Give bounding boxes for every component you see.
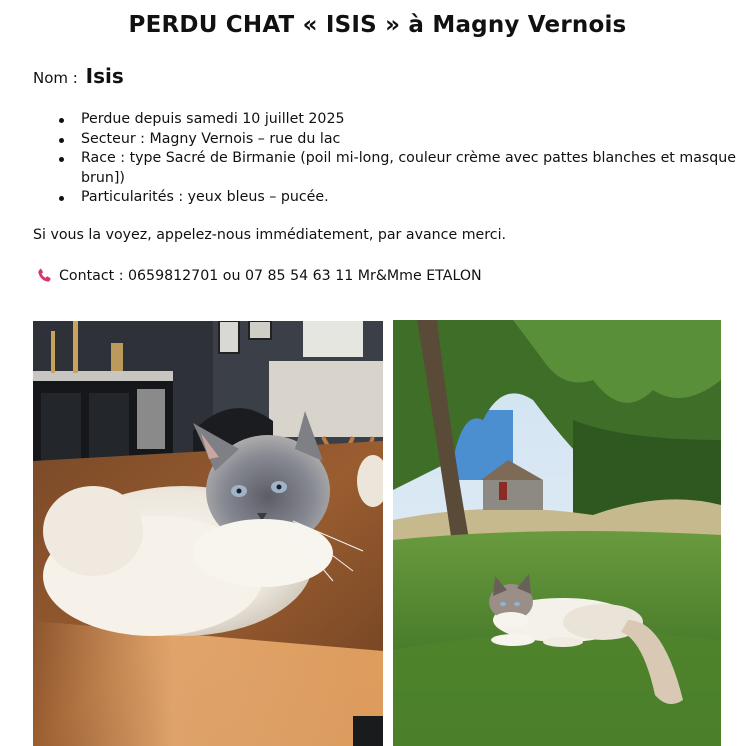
fact-breed: Race : type Sacré de Birmanie (poil mi-long, couleur crème avec pattes blanches et masque brun])	[81, 149, 741, 188]
facts-list	[33, 110, 741, 208]
contact-text: Contact : 0659812701 ou 07 85 54 63 11 Mr&Mme ETALON	[59, 268, 482, 284]
contact-line	[35, 267, 482, 285]
name-line	[33, 64, 124, 88]
telephone-icon	[35, 267, 53, 285]
fact-sector: Secteur : Magny Vernois – rue du lac	[81, 130, 741, 150]
name-label: Nom :	[33, 69, 78, 87]
name-value: Isis	[85, 64, 124, 88]
photo-cat-on-table	[33, 321, 383, 746]
page-title: PERDU CHAT « ISIS » à Magny Vernois	[128, 12, 627, 38]
fact-date: Perdue depuis samedi 10 juillet 2025	[81, 110, 741, 130]
photo-cat-in-garden	[393, 320, 721, 746]
call-to-action: Si vous la voyez, appelez-nous immédiatement, par avance merci.	[33, 227, 507, 243]
fact-features: Particularités : yeux bleus – pucée.	[81, 188, 741, 208]
